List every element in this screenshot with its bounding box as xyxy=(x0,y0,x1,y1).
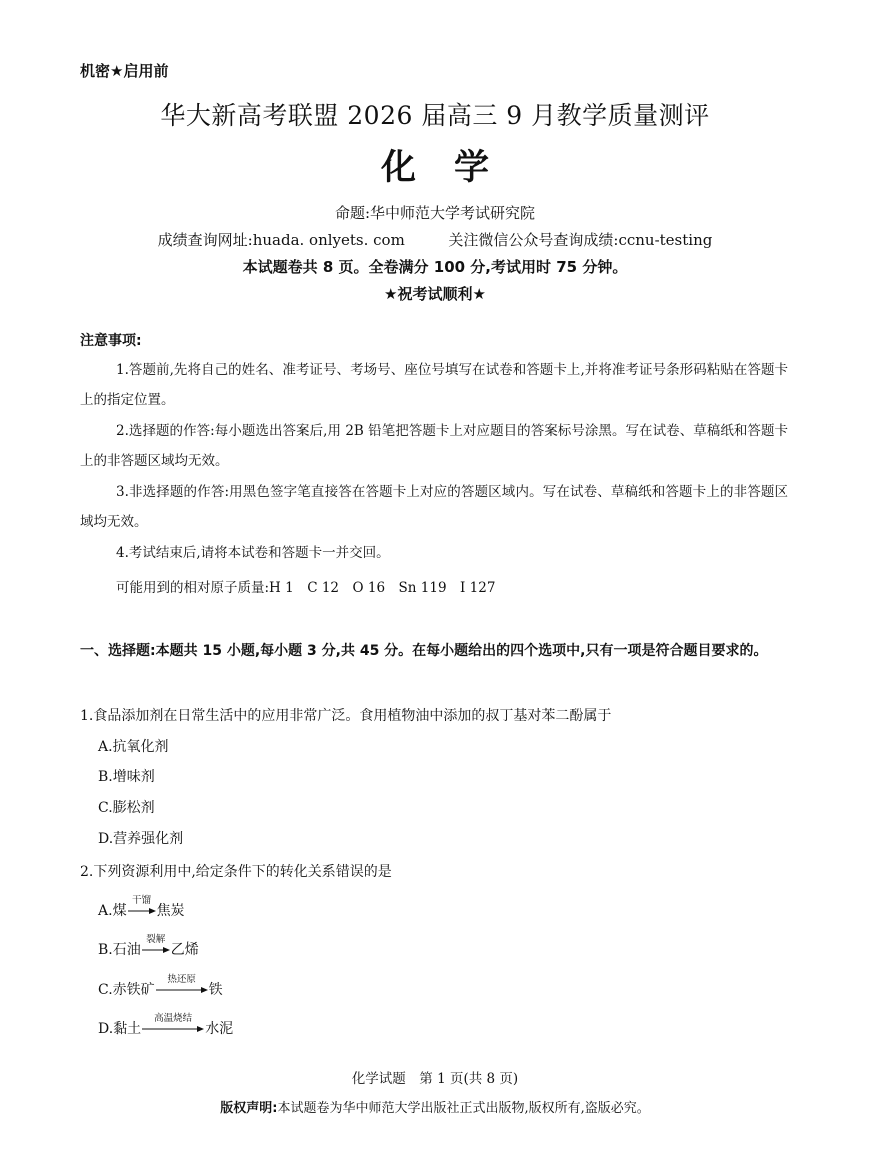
exam-summary: 本试题卷共 8 页。全卷满分 100 分,考试用时 75 分钟。 xyxy=(242,258,628,276)
reaction-arrow: 高温烧结 xyxy=(142,1022,204,1036)
copyright-notice: 版权声明:本试题卷为华中师范大学出版社正式出版物,版权所有,盗版必究。 xyxy=(220,1101,650,1116)
good-luck: ★祝考试顺利★ xyxy=(384,285,486,303)
q1-option-d: D.营养强化剂 xyxy=(98,831,184,847)
section-heading: 一、选择题:本题共 15 小题,每小题 3 分,共 45 分。在每小题给出的四个选项中,只有一项是符合题目要求的。 xyxy=(80,643,768,659)
q1-option-a: A.抗氧化剂 xyxy=(98,739,169,755)
wechat-info: 关注微信公众号查询成绩:ccnu-testing xyxy=(448,231,713,249)
notice-title: 注意事项: xyxy=(80,333,142,349)
notice-item-3: 3.非选择题的作答:用黑色签字笔直接答在答题卡上对应的答题区域内。写在试卷、草稿纸和答题卡上的非答题区域均无效。 xyxy=(80,484,788,530)
query-site: 成绩查询网址:huada. onlyets. com xyxy=(157,231,405,249)
reaction-arrow: 热还原 xyxy=(156,983,208,997)
question-2-stem: 2.下列资源利用中,给定条件下的转化关系错误的是 xyxy=(80,864,392,880)
exam-title: 华大新高考联盟 2026 届高三 9 月教学质量测评 xyxy=(160,101,710,130)
confidential-mark: 机密★启用前 xyxy=(80,62,169,80)
q2-option-b: B.石油 裂解 乙烯 xyxy=(98,934,199,958)
reaction-arrow: 干馏 xyxy=(128,904,156,918)
q2-option-d: D.黏土 高温烧结 水泥 xyxy=(98,1013,234,1037)
q1-option-b: B.增味剂 xyxy=(98,769,155,785)
author-line: 命题:华中师范大学考试研究院 xyxy=(334,204,536,222)
notice-item-2: 2.选择题的作答:每小题选出答案后,用 2B 铅笔把答题卡上对应题目的答案标号涂黑。写在试卷、草稿纸和答题卡上的非答题区域均无效。 xyxy=(80,423,788,469)
query-line xyxy=(0,229,870,250)
question-1-stem: 1.食品添加剂在日常生活中的应用非常广泛。食用植物油中添加的叔丁基对苯二酚属于 xyxy=(80,708,612,724)
q1-option-c: C.膨松剂 xyxy=(98,800,155,816)
notice-item-1: 1.答题前,先将自己的姓名、准考证号、考场号、座位号填写在试卷和答题卡上,并将准考证号条形码粘贴在答题卡上的指定位置。 xyxy=(80,362,788,408)
notice-item-4: 4.考试结束后,请将本试卷和答题卡一并交回。 xyxy=(116,545,390,561)
page-footer: 化学试题 第 1 页(共 8 页) xyxy=(351,1071,519,1087)
q2-option-a: A.煤 干馏 焦炭 xyxy=(98,895,185,919)
reaction-arrow: 裂解 xyxy=(142,943,170,957)
q2-option-c: C.赤铁矿 热还原 铁 xyxy=(98,974,223,998)
atomic-masses: 可能用到的相对原子质量:H 1 C 12 O 16 Sn 119 I 127 xyxy=(116,580,496,596)
subject-title: 化学 xyxy=(380,148,527,188)
